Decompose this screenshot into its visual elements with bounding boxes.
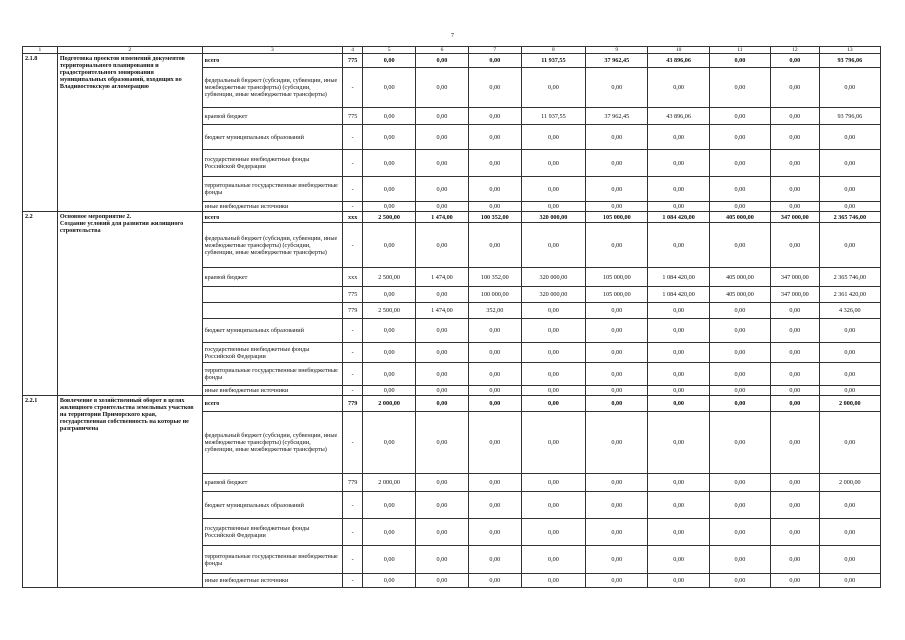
amount-cell: 0,00 bbox=[819, 386, 880, 396]
amount-cell: 37 962,45 bbox=[586, 54, 648, 68]
amount-cell: 0,00 bbox=[771, 396, 820, 412]
amount-cell: 2 361 420,00 bbox=[819, 287, 880, 303]
amount-cell: 1 474,00 bbox=[416, 212, 469, 223]
amount-cell: 2 500,00 bbox=[363, 303, 416, 319]
amount-cell: 0,00 bbox=[709, 474, 770, 492]
amount-cell: 0,00 bbox=[771, 108, 820, 125]
amount-cell: 0,00 bbox=[363, 546, 416, 574]
funding-source: иные внебюджетные источники bbox=[202, 574, 343, 588]
amount-cell: 105 000,00 bbox=[586, 268, 648, 287]
amount-cell: 0,00 bbox=[468, 492, 521, 519]
funding-source: всего bbox=[202, 54, 343, 68]
amount-cell: 0,00 bbox=[521, 474, 585, 492]
amount-cell: 0,00 bbox=[819, 319, 880, 343]
amount-cell: 37 962,45 bbox=[586, 108, 648, 125]
amount-cell: 100 000,00 bbox=[468, 287, 521, 303]
grbs-code: - bbox=[343, 386, 363, 396]
amount-cell: 0,00 bbox=[648, 202, 709, 212]
amount-cell: 0,00 bbox=[521, 412, 585, 474]
amount-cell: 43 896,06 bbox=[648, 54, 709, 68]
amount-cell: 0,00 bbox=[709, 303, 770, 319]
table-row bbox=[23, 212, 881, 223]
amount-cell: 0,00 bbox=[521, 202, 585, 212]
amount-cell: 0,00 bbox=[586, 474, 648, 492]
amount-cell: 0,00 bbox=[771, 125, 820, 150]
amount-cell: 0,00 bbox=[521, 492, 585, 519]
amount-cell: 0,00 bbox=[709, 412, 770, 474]
funding-source: федеральный бюджет (субсидии, субвенции, иные межбюджетные трансферты) (субсидии, субвенции, иные межбюджетные трансферты) bbox=[202, 68, 343, 108]
amount-cell: 0,00 bbox=[468, 108, 521, 125]
amount-cell: 0,00 bbox=[819, 574, 880, 588]
amount-cell: 0,00 bbox=[468, 150, 521, 177]
funding-source: иные внебюджетные источники bbox=[202, 202, 343, 212]
amount-cell: 0,00 bbox=[819, 177, 880, 202]
amount-cell: 0,00 bbox=[586, 223, 648, 268]
amount-cell: 0,00 bbox=[709, 574, 770, 588]
amount-cell: 100 352,00 bbox=[468, 212, 521, 223]
amount-cell: 0,00 bbox=[363, 287, 416, 303]
amount-cell: 11 937,55 bbox=[521, 108, 585, 125]
grbs-code: 775 bbox=[343, 108, 363, 125]
amount-cell: 0,00 bbox=[771, 223, 820, 268]
amount-cell: 0,00 bbox=[648, 68, 709, 108]
amount-cell: 105 000,00 bbox=[586, 287, 648, 303]
amount-cell: 0,00 bbox=[521, 386, 585, 396]
amount-cell: 0,00 bbox=[363, 223, 416, 268]
amount-cell: 405 000,00 bbox=[709, 212, 770, 223]
amount-cell: 0,00 bbox=[819, 223, 880, 268]
header-cell: 6 bbox=[416, 47, 469, 54]
amount-cell: 0,00 bbox=[709, 319, 770, 343]
amount-cell: 0,00 bbox=[521, 223, 585, 268]
grbs-code: - bbox=[343, 177, 363, 202]
amount-cell: 0,00 bbox=[521, 396, 585, 412]
amount-cell: 2 000,00 bbox=[363, 474, 416, 492]
amount-cell: 0,00 bbox=[586, 177, 648, 202]
amount-cell: 0,00 bbox=[771, 54, 820, 68]
amount-cell: 0,00 bbox=[586, 343, 648, 363]
amount-cell: 0,00 bbox=[586, 396, 648, 412]
amount-cell: 347 000,00 bbox=[771, 287, 820, 303]
amount-cell: 0,00 bbox=[521, 519, 585, 546]
amount-cell: 0,00 bbox=[586, 303, 648, 319]
grbs-code: - bbox=[343, 68, 363, 108]
amount-cell: 0,00 bbox=[521, 303, 585, 319]
amount-cell: 1 474,00 bbox=[416, 268, 469, 287]
amount-cell: 0,00 bbox=[586, 412, 648, 474]
grbs-code: 775 bbox=[343, 287, 363, 303]
amount-cell: 0,00 bbox=[521, 319, 585, 343]
amount-cell: 0,00 bbox=[586, 363, 648, 386]
amount-cell: 11 937,55 bbox=[521, 54, 585, 68]
grbs-code: - bbox=[343, 125, 363, 150]
amount-cell: 2 365 746,00 bbox=[819, 268, 880, 287]
amount-cell: 0,00 bbox=[771, 546, 820, 574]
amount-cell: 0,00 bbox=[709, 519, 770, 546]
activity-name: Подготовка проектов изменений документов территориального планирования и градостроительного зонирования муниципальных образований, входящих во Владивостокскую агломерацию bbox=[57, 54, 202, 212]
amount-cell: 0,00 bbox=[709, 223, 770, 268]
amount-cell: 0,00 bbox=[771, 303, 820, 319]
funding-source: территориальные государственные внебюджетные фонды bbox=[202, 546, 343, 574]
header-cell: 2 bbox=[57, 47, 202, 54]
amount-cell: 2 000,00 bbox=[363, 396, 416, 412]
funding-source: государственные внебюджетные фонды Российской Федерации bbox=[202, 519, 343, 546]
amount-cell: 0,00 bbox=[521, 68, 585, 108]
header-cell: 11 bbox=[709, 47, 770, 54]
row-code: 2.2 bbox=[23, 212, 58, 396]
budget-table bbox=[22, 46, 881, 588]
amount-cell: 0,00 bbox=[363, 125, 416, 150]
amount-cell: 0,00 bbox=[709, 125, 770, 150]
amount-cell: 2 365 746,00 bbox=[819, 212, 880, 223]
amount-cell: 93 796,06 bbox=[819, 54, 880, 68]
amount-cell: 0,00 bbox=[468, 68, 521, 108]
amount-cell: 1 084 420,00 bbox=[648, 268, 709, 287]
amount-cell: 0,00 bbox=[771, 68, 820, 108]
amount-cell: 320 000,00 bbox=[521, 212, 585, 223]
amount-cell: 0,00 bbox=[648, 412, 709, 474]
amount-cell: 0,00 bbox=[819, 412, 880, 474]
amount-cell: 0,00 bbox=[819, 343, 880, 363]
header-cell: 1 bbox=[23, 47, 58, 54]
amount-cell: 105 000,00 bbox=[586, 212, 648, 223]
amount-cell: 0,00 bbox=[363, 492, 416, 519]
amount-cell: 0,00 bbox=[468, 474, 521, 492]
funding-source: краевой бюджет bbox=[202, 474, 343, 492]
funding-source: бюджет муниципальных образований bbox=[202, 125, 343, 150]
amount-cell: 0,00 bbox=[709, 343, 770, 363]
amount-cell: 0,00 bbox=[648, 546, 709, 574]
amount-cell: 0,00 bbox=[363, 150, 416, 177]
amount-cell: 0,00 bbox=[468, 519, 521, 546]
grbs-code: ххх bbox=[343, 212, 363, 223]
grbs-code: - bbox=[343, 150, 363, 177]
amount-cell: 0,00 bbox=[363, 177, 416, 202]
amount-cell: 0,00 bbox=[709, 177, 770, 202]
amount-cell: 0,00 bbox=[709, 546, 770, 574]
amount-cell: 0,00 bbox=[363, 574, 416, 588]
grbs-code: 779 bbox=[343, 396, 363, 412]
amount-cell: 347 000,00 bbox=[771, 268, 820, 287]
header-cell: 3 bbox=[202, 47, 343, 54]
funding-source: всего bbox=[202, 212, 343, 223]
amount-cell: 0,00 bbox=[709, 202, 770, 212]
amount-cell: 0,00 bbox=[648, 177, 709, 202]
amount-cell: 0,00 bbox=[521, 150, 585, 177]
amount-cell: 0,00 bbox=[468, 223, 521, 268]
grbs-code: - bbox=[343, 519, 363, 546]
amount-cell: 0,00 bbox=[521, 363, 585, 386]
amount-cell: 0,00 bbox=[521, 343, 585, 363]
amount-cell: 0,00 bbox=[648, 474, 709, 492]
amount-cell: 0,00 bbox=[416, 396, 469, 412]
amount-cell: 0,00 bbox=[771, 492, 820, 519]
amount-cell: 0,00 bbox=[648, 150, 709, 177]
amount-cell: 0,00 bbox=[586, 202, 648, 212]
amount-cell: 0,00 bbox=[709, 396, 770, 412]
amount-cell: 0,00 bbox=[771, 412, 820, 474]
amount-cell: 0,00 bbox=[416, 319, 469, 343]
amount-cell: 0,00 bbox=[416, 519, 469, 546]
header-cell: 10 bbox=[648, 47, 709, 54]
header-cell: 5 bbox=[363, 47, 416, 54]
amount-cell: 0,00 bbox=[416, 108, 469, 125]
amount-cell: 0,00 bbox=[586, 546, 648, 574]
amount-cell: 1 474,00 bbox=[416, 303, 469, 319]
page-number: 7 bbox=[451, 33, 454, 39]
amount-cell: 0,00 bbox=[416, 125, 469, 150]
amount-cell: 0,00 bbox=[709, 363, 770, 386]
amount-cell: 0,00 bbox=[363, 519, 416, 546]
grbs-code: - bbox=[343, 223, 363, 268]
amount-cell: 0,00 bbox=[771, 474, 820, 492]
amount-cell: 0,00 bbox=[416, 223, 469, 268]
amount-cell: 0,00 bbox=[416, 68, 469, 108]
amount-cell: 2 000,00 bbox=[819, 396, 880, 412]
amount-cell: 0,00 bbox=[416, 150, 469, 177]
amount-cell: 0,00 bbox=[709, 492, 770, 519]
grbs-code: 775 bbox=[343, 54, 363, 68]
amount-cell: 0,00 bbox=[363, 363, 416, 386]
amount-cell: 0,00 bbox=[648, 319, 709, 343]
header-row bbox=[23, 47, 881, 54]
grbs-code: 779 bbox=[343, 303, 363, 319]
amount-cell: 0,00 bbox=[416, 202, 469, 212]
amount-cell: 0,00 bbox=[648, 343, 709, 363]
amount-cell: 0,00 bbox=[363, 343, 416, 363]
amount-cell: 0,00 bbox=[819, 202, 880, 212]
amount-cell: 0,00 bbox=[819, 492, 880, 519]
amount-cell: 0,00 bbox=[416, 492, 469, 519]
amount-cell: 0,00 bbox=[771, 177, 820, 202]
amount-cell: 0,00 bbox=[648, 386, 709, 396]
amount-cell: 100 352,00 bbox=[468, 268, 521, 287]
activity-name: Основное мероприятие 2. Создание условий для развития жилищного строительства bbox=[57, 212, 202, 396]
amount-cell: 0,00 bbox=[521, 125, 585, 150]
amount-cell: 0,00 bbox=[771, 150, 820, 177]
amount-cell: 0,00 bbox=[586, 150, 648, 177]
amount-cell: 0,00 bbox=[771, 386, 820, 396]
funding-source: всего bbox=[202, 396, 343, 412]
amount-cell: 0,00 bbox=[363, 386, 416, 396]
amount-cell: 0,00 bbox=[521, 574, 585, 588]
amount-cell: 0,00 bbox=[468, 546, 521, 574]
amount-cell: 4 326,00 bbox=[819, 303, 880, 319]
amount-cell: 0,00 bbox=[521, 177, 585, 202]
amount-cell: 0,00 bbox=[586, 519, 648, 546]
amount-cell: 0,00 bbox=[363, 202, 416, 212]
amount-cell: 0,00 bbox=[648, 223, 709, 268]
amount-cell: 0,00 bbox=[819, 68, 880, 108]
amount-cell: 0,00 bbox=[416, 412, 469, 474]
header-cell: 9 bbox=[586, 47, 648, 54]
amount-cell: 0,00 bbox=[819, 546, 880, 574]
activity-name: Вовлечение в хозяйственный оборот в целях жилищного строительства земельных участков на территории Приморского края, государственная собственность на которые не разграничена bbox=[57, 396, 202, 588]
amount-cell: 0,00 bbox=[586, 68, 648, 108]
amount-cell: 0,00 bbox=[819, 125, 880, 150]
amount-cell: 0,00 bbox=[468, 343, 521, 363]
header-cell: 8 bbox=[521, 47, 585, 54]
funding-source: краевой бюджет bbox=[202, 268, 343, 287]
amount-cell: 1 084 420,00 bbox=[648, 212, 709, 223]
grbs-code: ххх bbox=[343, 268, 363, 287]
amount-cell: 0,00 bbox=[468, 54, 521, 68]
grbs-code: - bbox=[343, 343, 363, 363]
header-cell: 4 bbox=[343, 47, 363, 54]
funding-source: федеральный бюджет (субсидии, субвенции, иные межбюджетные трансферты) (субсидии, субвенции, иные межбюджетные трансферты) bbox=[202, 223, 343, 268]
amount-cell: 0,00 bbox=[586, 386, 648, 396]
amount-cell: 0,00 bbox=[363, 319, 416, 343]
amount-cell: 0,00 bbox=[586, 574, 648, 588]
funding-source: территориальные государственные внебюджетные фонды bbox=[202, 177, 343, 202]
amount-cell: 0,00 bbox=[648, 492, 709, 519]
amount-cell: 0,00 bbox=[709, 108, 770, 125]
amount-cell: 0,00 bbox=[521, 546, 585, 574]
grbs-code: - bbox=[343, 546, 363, 574]
header-cell: 13 bbox=[819, 47, 880, 54]
row-code: 2.1.8 bbox=[23, 54, 58, 212]
amount-cell: 0,00 bbox=[709, 68, 770, 108]
amount-cell: 0,00 bbox=[363, 108, 416, 125]
table-row bbox=[23, 54, 881, 68]
amount-cell: 320 000,00 bbox=[521, 268, 585, 287]
amount-cell: 2 500,00 bbox=[363, 268, 416, 287]
amount-cell: 0,00 bbox=[648, 125, 709, 150]
amount-cell: 0,00 bbox=[416, 474, 469, 492]
amount-cell: 1 084 420,00 bbox=[648, 287, 709, 303]
amount-cell: 0,00 bbox=[416, 177, 469, 202]
row-code: 2.2.1 bbox=[23, 396, 58, 588]
amount-cell: 0,00 bbox=[709, 386, 770, 396]
grbs-code: - bbox=[343, 412, 363, 474]
funding-source: государственные внебюджетные фонды Российской Федерации bbox=[202, 150, 343, 177]
amount-cell: 0,00 bbox=[771, 519, 820, 546]
amount-cell: 93 796,06 bbox=[819, 108, 880, 125]
amount-cell: 0,00 bbox=[586, 125, 648, 150]
amount-cell: 0,00 bbox=[771, 574, 820, 588]
amount-cell: 0,00 bbox=[586, 492, 648, 519]
header-cell: 12 bbox=[771, 47, 820, 54]
amount-cell: 0,00 bbox=[416, 363, 469, 386]
amount-cell: 0,00 bbox=[416, 287, 469, 303]
amount-cell: 0,00 bbox=[416, 54, 469, 68]
funding-source: бюджет муниципальных образований bbox=[202, 319, 343, 343]
amount-cell: 0,00 bbox=[468, 319, 521, 343]
amount-cell: 0,00 bbox=[416, 386, 469, 396]
amount-cell: 0,00 bbox=[468, 177, 521, 202]
funding-source: краевой бюджет bbox=[202, 108, 343, 125]
amount-cell: 0,00 bbox=[648, 396, 709, 412]
amount-cell: 347 000,00 bbox=[771, 212, 820, 223]
amount-cell: 0,00 bbox=[771, 363, 820, 386]
header-cell: 7 bbox=[468, 47, 521, 54]
amount-cell: 0,00 bbox=[468, 412, 521, 474]
amount-cell: 0,00 bbox=[709, 54, 770, 68]
grbs-code: 779 bbox=[343, 474, 363, 492]
amount-cell: 0,00 bbox=[468, 363, 521, 386]
amount-cell: 0,00 bbox=[468, 574, 521, 588]
amount-cell: 0,00 bbox=[363, 54, 416, 68]
amount-cell: 0,00 bbox=[709, 150, 770, 177]
amount-cell: 0,00 bbox=[468, 396, 521, 412]
amount-cell: 0,00 bbox=[771, 202, 820, 212]
amount-cell: 0,00 bbox=[363, 68, 416, 108]
amount-cell: 0,00 bbox=[416, 574, 469, 588]
grbs-code: - bbox=[343, 492, 363, 519]
amount-cell: 0,00 bbox=[648, 363, 709, 386]
table-row bbox=[23, 396, 881, 412]
amount-cell: 405 000,00 bbox=[709, 287, 770, 303]
grbs-code: - bbox=[343, 202, 363, 212]
amount-cell: 0,00 bbox=[416, 546, 469, 574]
amount-cell: 0,00 bbox=[819, 519, 880, 546]
amount-cell: 0,00 bbox=[819, 150, 880, 177]
amount-cell: 2 000,00 bbox=[819, 474, 880, 492]
amount-cell: 2 500,00 bbox=[363, 212, 416, 223]
funding-source: федеральный бюджет (субсидии, субвенции, иные межбюджетные трансферты) (субсидии, субвенции, иные межбюджетные трансферты) bbox=[202, 412, 343, 474]
funding-source: территориальные государственные внебюджетные фонды bbox=[202, 363, 343, 386]
grbs-code: - bbox=[343, 319, 363, 343]
funding-source: государственные внебюджетные фонды Российской Федерации bbox=[202, 343, 343, 363]
funding-source bbox=[202, 303, 343, 319]
amount-cell: 0,00 bbox=[468, 386, 521, 396]
amount-cell: 352,00 bbox=[468, 303, 521, 319]
amount-cell: 0,00 bbox=[468, 125, 521, 150]
amount-cell: 0,00 bbox=[363, 412, 416, 474]
amount-cell: 0,00 bbox=[648, 303, 709, 319]
funding-source bbox=[202, 287, 343, 303]
amount-cell: 0,00 bbox=[648, 574, 709, 588]
amount-cell: 320 000,00 bbox=[521, 287, 585, 303]
amount-cell: 43 896,06 bbox=[648, 108, 709, 125]
funding-source: иные внебюджетные источники bbox=[202, 386, 343, 396]
funding-source: бюджет муниципальных образований bbox=[202, 492, 343, 519]
amount-cell: 0,00 bbox=[771, 343, 820, 363]
amount-cell: 405 000,00 bbox=[709, 268, 770, 287]
amount-cell: 0,00 bbox=[819, 363, 880, 386]
amount-cell: 0,00 bbox=[648, 519, 709, 546]
grbs-code: - bbox=[343, 574, 363, 588]
grbs-code: - bbox=[343, 363, 363, 386]
amount-cell: 0,00 bbox=[771, 319, 820, 343]
amount-cell: 0,00 bbox=[416, 343, 469, 363]
amount-cell: 0,00 bbox=[586, 319, 648, 343]
amount-cell: 0,00 bbox=[468, 202, 521, 212]
